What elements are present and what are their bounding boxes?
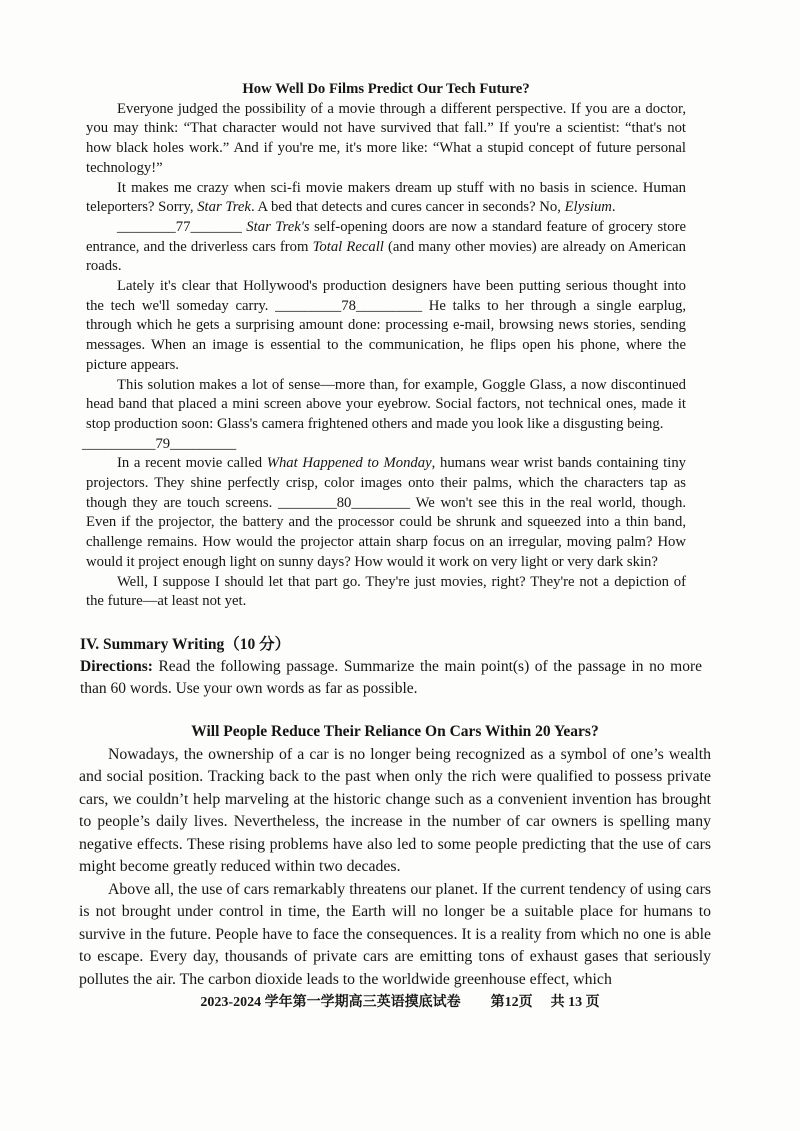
section-heading: IV. Summary Writing（10 分）	[80, 636, 291, 653]
paragraph-text: self-opening doors are now a standard feature of grocery store entrance, and the driverless cars from	[86, 218, 686, 255]
paragraph-7	[86, 573, 686, 612]
summary-passage-title: Will People Reduce Their Reliance On Cars Within 20 Years?	[191, 723, 599, 740]
film-title-star-trek: Star Trek's	[246, 218, 310, 235]
film-title-star-trek: Star Trek	[197, 199, 251, 216]
paragraph-text: , humans wear wrist bands containing tiny projectors. They shine perfectly crisp, color images onto their palms, which the characters tap as though they are touch screens.	[86, 455, 687, 511]
blank-78: _________78_________	[275, 297, 423, 314]
paragraph-text: We won't see this in the real world, though. Even if the projector, the battery and the processor could be shrunk and squeezed into a thin band, challenge remains. How would the projector attain sharp focus on an irregular, moving palm? How would it project enough light on sunny days? How would it work on very light or very dark skin?	[86, 494, 686, 570]
paragraph-text: In a recent movie called	[117, 455, 267, 472]
paragraph-text: Well, I suppose I should let that part go. They're just movies, right? They're not a depiction of the future—at least not yet.	[86, 573, 686, 610]
paragraph-text: It makes me crazy when sci-fi movie makers dream up stuff with no basis in science. Human teleporters? Sorry,	[86, 179, 686, 216]
reading-passage	[82, 80, 687, 612]
blank-80: ________80________	[277, 494, 411, 511]
blank-79: __________79_________	[82, 435, 237, 452]
paragraph-text: .	[611, 199, 616, 216]
paragraph-text: Lately it's clear that Hollywood's production designers have been putting serious thought into the tech we'll someday carry.	[86, 278, 686, 314]
paragraph-text: This solution makes a lot of sense—more than, for example, Goggle Glass, a now discontinued head band that placed a mini screen above your eyebrow. Social factors, not technical ones, made it stop production soon: Glass's camera frightened others and made you look like a disgusting being.	[86, 376, 686, 432]
film-title-elysium: Elysium	[564, 199, 612, 216]
paragraph-3	[86, 218, 686, 277]
paragraph-text: Everyone judged the possibility of a movie through a different perspective. If you are a doctor, you may think: “That character would not have survived that fall.” If you're a scientist: “that's not how black holes work.” And if you're me, it's more like: “What a stupid concept of future personal technology!”	[86, 100, 686, 176]
total-pages: 共 13 页	[550, 995, 600, 1010]
directions-label: Directions:	[80, 658, 153, 675]
film-title-total-recall: Total Recall	[312, 238, 384, 255]
page-footer	[0, 993, 800, 1013]
paragraph-text: (and many other movies) are already on American roads.	[86, 238, 686, 275]
paragraph-text: He talks to her through a single earplug, through which he gets a surprising amount done: processing e-mail, browsing news stories, sending messages. When an image is essential to the communication, he flips open his phone, where the picture appears.	[86, 297, 687, 373]
directions-text: Read the following passage. Summarize the main point(s) of the passage in no more than 60 words. Use your own words as far as possible.	[80, 658, 703, 697]
exam-title: 2023-2024 学年第一学期高三英语摸底试卷	[200, 995, 461, 1010]
summary-writing-section	[80, 634, 702, 700]
paragraph-text: . A bed that detects and cures cancer in seconds? No,	[250, 199, 565, 216]
page-number: 第12页	[490, 995, 533, 1010]
blank-77: ________77_______	[117, 218, 242, 235]
passage-title: How Well Do Films Predict Our Tech Future?	[242, 81, 530, 97]
summary-paragraph-2: Above all, the use of cars remarkably threatens our planet. If the current tendency of using cars is not brought under control in time, the Earth will no longer be a suitable place for humans to survive in the future. People have to face the consequences. It is a reality from which no one is able to escape. Every day, thousands of private cars are emitting tons of exhaust gases that seriously pollutes the air. The carbon dioxide leads to the worldwide greenhouse effect, which	[79, 880, 711, 988]
directions	[80, 656, 702, 700]
summary-paragraph-1: Nowadays, the ownership of a car is no longer being recognized as a symbol of one’s wealth and social position. Tracking back to the past when only the rich were qualified to possess private cars, we couldn’t help marveling at the historic change such as a convenient invention has brought to people’s daily lives. Nevertheless, the increase in the number of car owners is spelling many negative effects. These rising problems have also led to some people predicting that the use of cars might become greatly reduced within two decades.	[79, 745, 711, 875]
paragraph-2	[86, 179, 686, 218]
paragraph-6	[86, 454, 686, 572]
summary-passage	[79, 721, 711, 991]
paragraph-5	[86, 376, 686, 435]
paragraph-1	[86, 100, 686, 179]
paragraph-4	[86, 277, 686, 376]
film-title-what-happened-to-monday: What Happened to Monday	[266, 455, 432, 472]
